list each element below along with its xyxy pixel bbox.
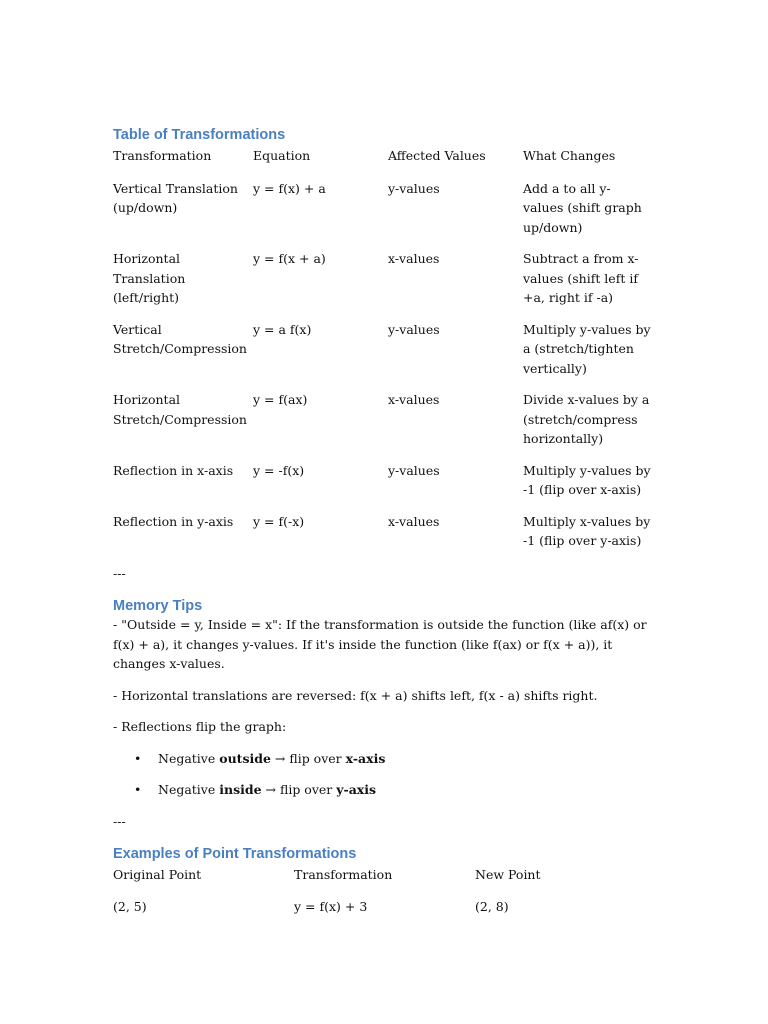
point-examples-table — [113, 865, 655, 916]
column-header: What Changes — [523, 148, 616, 163]
table-cell: Multiply y-values by -1 (flip over x-axis) — [523, 462, 651, 497]
bullet-bold-text: y-axis — [336, 782, 377, 797]
memory-tip-paragraph: - Reflections flip the graph: — [113, 719, 287, 734]
table-cell: x-values — [388, 251, 440, 266]
bullet-text: → flip over — [270, 750, 346, 766]
table-cell: Vertical Stretch/Compression — [113, 321, 247, 356]
document-content — [113, 124, 658, 916]
table-cell: y-values — [388, 462, 440, 478]
memory-tip-paragraph: - "Outside = y, Inside = x": If the transformation is outside the function (like af(x) or f(x) + a), it changes y-values. If it's inside the function (like f(ax) or f(x + a)), it changes x-values. — [113, 617, 647, 671]
table-cell: (2, 8) — [475, 898, 509, 914]
table-row — [113, 320, 651, 391]
table-cell: y = f(ax) — [253, 392, 308, 407]
table-row — [113, 179, 651, 250]
table-cell: y = f(x + a) — [253, 251, 326, 266]
table-cell: Reflection in y-axis — [113, 513, 234, 529]
table-header-row — [113, 865, 655, 897]
bullet-text: → flip over — [261, 782, 337, 797]
bullet-text: Negative — [158, 782, 220, 797]
bullet-bold-text: inside — [219, 782, 262, 797]
table-cell: Multiply y-values by a (stretch/tighten vertically) — [523, 321, 651, 376]
separator: --- — [113, 565, 126, 581]
section-heading-transformations: Table of Transformations — [113, 127, 286, 143]
column-header: Equation — [253, 148, 311, 163]
table-cell: y = f(-x) — [253, 513, 305, 529]
bullet-icon: • — [134, 750, 142, 766]
table-cell: y = f(x) + 3 — [294, 898, 368, 914]
table-cell: x-values — [388, 392, 440, 407]
table-cell: (2, 5) — [113, 898, 147, 914]
table-cell: y = f(x) + a — [253, 180, 326, 196]
table-row — [113, 897, 655, 917]
table-row — [113, 249, 651, 320]
bullet-icon: • — [134, 782, 142, 797]
section-heading-memory-tips: Memory Tips — [113, 598, 203, 614]
column-header: Transformation — [294, 867, 393, 882]
table-cell: Divide x-values by a (stretch/compress horizontally) — [523, 392, 650, 446]
memory-tip-paragraph: - Horizontal translations are reversed: f(x + a) shifts left, f(x - a) shifts right. — [113, 687, 598, 703]
table-row — [113, 461, 651, 512]
table-cell: Subtract a from x-values (shift left if +a, right if -a) — [523, 251, 639, 305]
bullet-bold-text: outside — [219, 750, 271, 766]
transformations-table — [113, 146, 651, 563]
bullet-text: Negative — [158, 750, 220, 766]
table-cell: Reflection in x-axis — [113, 462, 234, 478]
table-cell: Horizontal Stretch/Compression — [113, 392, 247, 427]
column-header: Transformation — [113, 148, 212, 163]
table-cell: Vertical Translation (up/down) — [113, 180, 238, 215]
bullet-bold-text: x-axis — [345, 750, 386, 766]
table-cell: Multiply x-values by -1 (flip over y-axis) — [523, 513, 651, 548]
table-cell: Horizontal Translation (left/right) — [113, 251, 186, 305]
table-row — [113, 390, 651, 461]
column-header: New Point — [475, 867, 541, 882]
reflection-bullet-list — [113, 749, 658, 800]
table-cell: y = a f(x) — [253, 321, 312, 337]
list-item — [113, 780, 658, 800]
list-item — [113, 749, 658, 769]
table-cell: x-values — [388, 513, 440, 529]
table-cell: y-values — [388, 180, 440, 196]
table-row — [113, 512, 651, 563]
table-cell: y-values — [388, 321, 440, 337]
table-header-row — [113, 146, 651, 179]
table-cell: Add a to all y-values (shift graph up/down) — [523, 180, 642, 235]
section-heading-point-examples: Examples of Point Transformations — [113, 846, 357, 862]
table-cell: y = -f(x) — [253, 462, 305, 478]
column-header: Original Point — [113, 867, 202, 882]
separator: --- — [113, 813, 126, 829]
column-header: Affected Values — [388, 148, 486, 163]
